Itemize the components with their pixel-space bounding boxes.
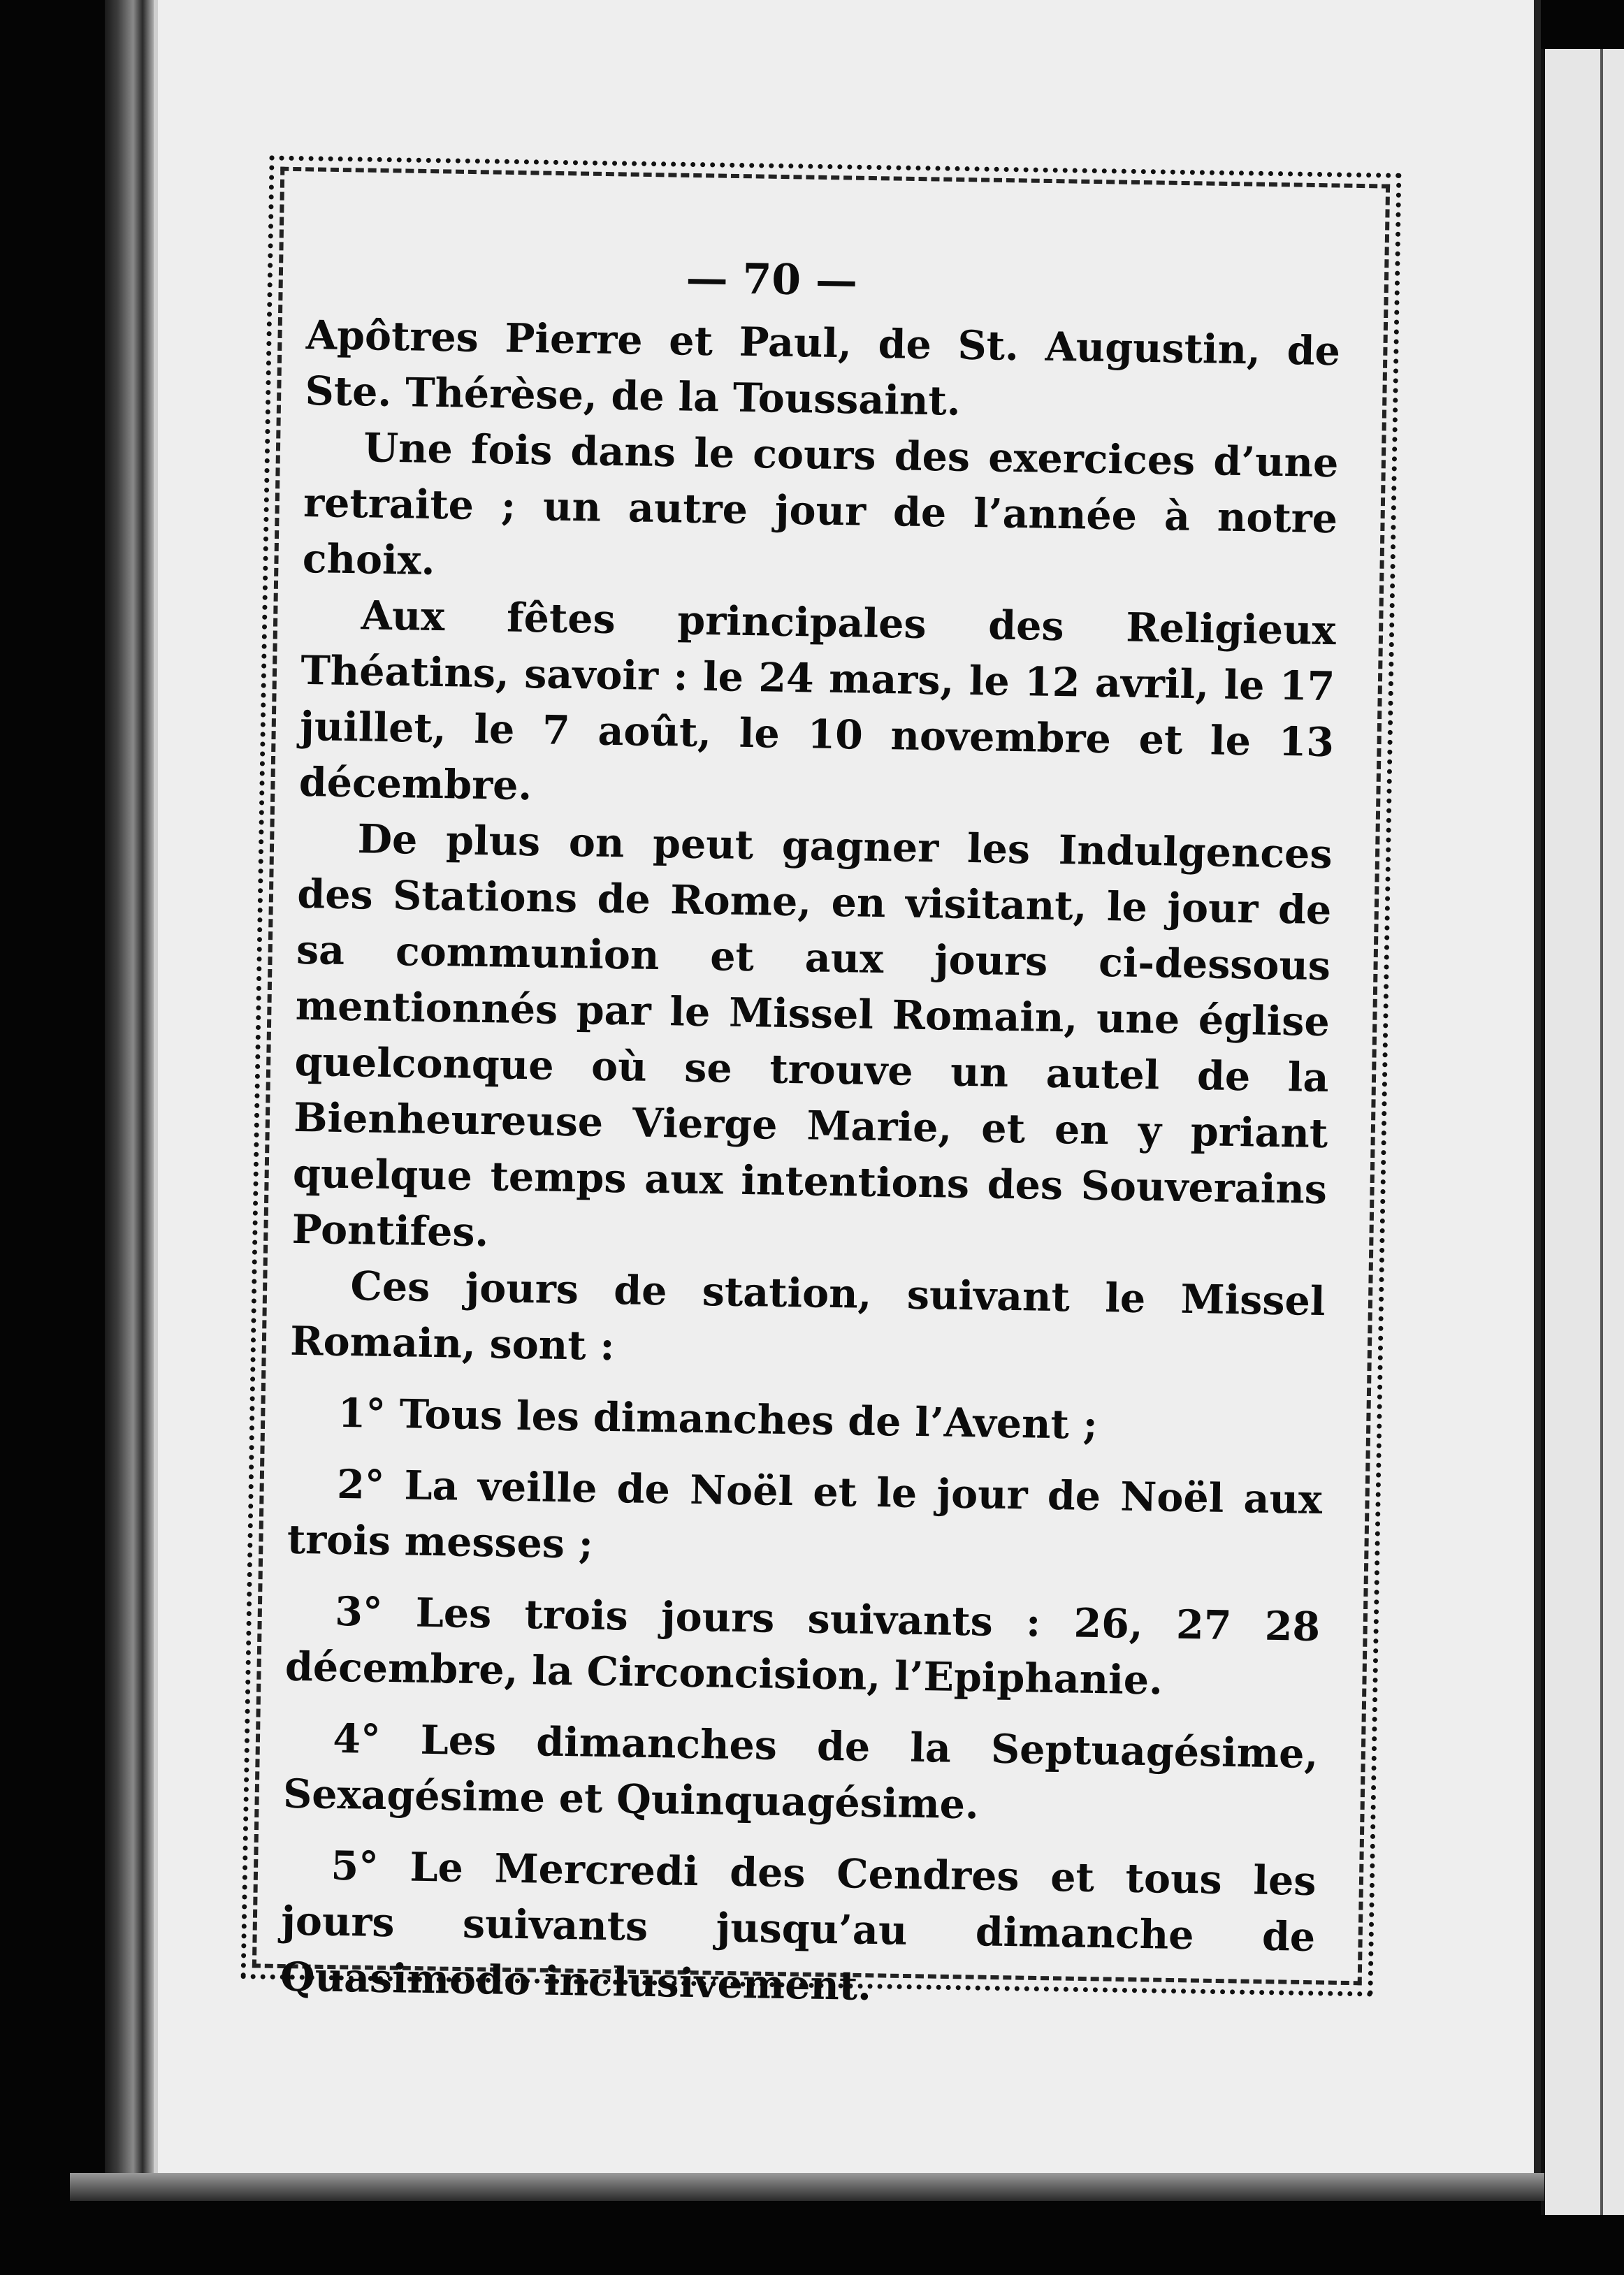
list-item-5: 5° Le Mercredi des Cendres et tous les jours suivants jusqu’au dimanche de Quasimodo inclusivement.	[280, 1842, 1317, 2009]
paragraph-stations-of-rome: De plus on peut gagner les Indulgences des Stations de Rome, en visitant, le jour de sa communion et aux jours ci-dessous mentionnés par le Missel Romain, une église quelconque où se trouve un autel de la Bienheureuse Vierge Marie, et en y priant quelque temps aux intentions des Souverains Pontifes.	[291, 815, 1333, 1256]
list-item-2: 2° La veille de Noël et le jour de Noël aux trois messes ;	[287, 1460, 1323, 1568]
list-item-1: 1° Tous les dimanches de l’Avent ;	[338, 1389, 1099, 1448]
page-number: — 70 —	[686, 254, 858, 306]
list-item-4: 4° Les dimanches de la Septuagésime, Sexagésime et Quinquagésime.	[282, 1715, 1319, 1829]
paragraph-retreat: Une fois dans le cours des exercices d’une retraite ; un autre jour de l’année à notre choix.	[302, 424, 1339, 584]
page-text-block	[280, 245, 1341, 2021]
paragraph-station-days-intro: Ces jours de station, suivant le Missel Romain, sont :	[289, 1263, 1326, 1370]
list-item-3: 3° Les trois jours suivants : 26, 27 28 décembre, la Circoncision, l’Epiphanie.	[284, 1587, 1321, 1704]
facing-page-divider	[1600, 49, 1603, 2215]
facing-page-edge	[1541, 49, 1624, 2215]
paragraph-theatine-feasts: Aux fêtes principales des Religieux Théatins, savoir : le 24 mars, le 12 avril, le 17 juillet, le 7 août, le 10 novembre et le 13 décembre.	[298, 592, 1337, 810]
page-bottom-shadow	[70, 2173, 1544, 2201]
paragraph-continuation: Apôtres Pierre et Paul, de St. Augustin, de Ste. Thérèse, de la Toussaint.	[305, 311, 1341, 425]
